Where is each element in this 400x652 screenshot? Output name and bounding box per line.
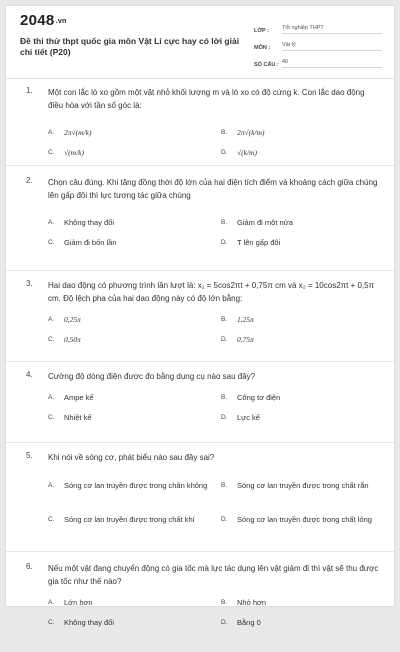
option-a[interactable] [48,212,221,232]
option-label: D. [221,515,228,523]
options [48,122,380,162]
option-label: B. [221,481,228,489]
option-label: C. [48,148,55,156]
option-value: T lên gấp đôi [237,237,281,247]
option-label: D. [221,238,228,246]
meta-value: Vật lý [282,42,382,51]
question-text: Khi nói về sóng cơ, phát biểu nào sau đây sai? [48,453,215,462]
option-label: B. [221,393,228,401]
option-b[interactable] [221,592,380,612]
option-a[interactable] [48,122,221,142]
option-value: 2π√(k/m) [237,127,265,137]
options [48,309,380,349]
option-value: Không thay đổi [64,617,115,627]
option-value: Không thay đổi [64,217,115,227]
option-c[interactable] [48,612,221,632]
question-number: 4. [26,370,33,379]
question-text: Chọn câu đúng. Khi tăng đồng thời độ lớn của hai điện tích điểm và khoảng cách giữa chúng lên gấp đôi thì lực tương tác giữa chúng [48,178,378,200]
meta-row-count [254,52,382,68]
option-d[interactable] [221,232,380,252]
option-value: Nhỏ hơn [237,597,267,607]
option-b[interactable] [221,387,380,407]
question-list [6,86,394,652]
logo-suffix: .vn [55,17,67,25]
option-value: Giảm đi một nửa [237,217,293,227]
options [48,592,380,632]
option-b[interactable] [221,122,380,142]
option-c[interactable] [48,142,221,162]
option-label: A. [48,598,55,606]
option-b[interactable] [221,468,387,502]
option-label: C. [48,618,55,626]
question-4 [6,362,394,443]
option-value: Nhiệt kế [64,412,92,422]
meta-key: MÔN : [254,45,271,51]
option-value: 0,50π [64,334,81,344]
question-number: 5. [26,451,33,460]
option-a[interactable] [48,468,221,502]
option-label: C. [48,515,55,523]
meta-value: 40 [282,59,382,68]
site-logo[interactable] [20,12,67,29]
option-label: A. [48,315,55,323]
question-3 [6,271,394,362]
option-a[interactable] [48,592,221,612]
question-text: Nếu một vật đang chuyển động có gia tốc mà lực tác dụng lên vật giảm đi thì vật sẽ thu được gia tốc như thế nào? [48,564,379,586]
option-value: √(m/k) [64,147,84,157]
option-label: A. [48,218,55,226]
option-label: C. [48,413,55,421]
option-label: B. [221,315,228,323]
question-text: Một con lắc lò xo gồm một vật nhỏ khối lượng m và lò xo có độ cứng k. Con lắc dao động điều hòa với tần số góc là: [48,88,365,110]
exam-meta [254,18,382,69]
option-c[interactable] [48,502,221,536]
meta-key: LỚP : [254,28,269,34]
option-label: D. [221,148,228,156]
option-value: Công tơ điện [237,392,281,402]
exam-title: Đề thi thử thpt quốc gia môn Vật Lí cực hay có lời giải chi tiết (P20) [20,36,240,57]
option-value: Bằng 0 [237,617,261,627]
option-b[interactable] [221,309,380,329]
options [48,212,380,252]
options [48,387,380,427]
option-b[interactable] [221,212,380,232]
option-value: 0,25π [64,314,81,324]
option-value: 0,75π [237,334,254,344]
question-number: 3. [26,279,33,288]
option-label: C. [48,238,55,246]
option-value: Sóng cơ lan truyền được trong chân không [64,480,208,490]
question-2 [6,166,394,271]
question-5 [6,443,394,552]
option-d[interactable] [221,329,380,349]
question-number: 2. [26,176,33,185]
option-value: √(k/m) [237,147,257,157]
option-value: Giảm đi bốn lần [64,237,117,247]
option-label: A. [48,481,55,489]
option-c[interactable] [48,329,221,349]
question-text: Cường độ dòng điện được đo bằng dụng cụ nào sau đây? [48,372,256,381]
option-value: Sóng cơ lan truyền được trong chất khí [64,514,195,524]
question-6 [6,552,394,652]
meta-row-class [254,18,382,34]
option-label: B. [221,598,228,606]
option-d[interactable] [221,612,380,632]
options [48,468,380,536]
option-label: B. [221,218,228,226]
option-d[interactable] [221,142,380,162]
option-value: Sóng cơ lan truyền được trong chất lỏng [237,514,372,524]
option-a[interactable] [48,387,221,407]
option-label: D. [221,618,228,626]
option-value: 1,25π [237,314,254,324]
option-value: Lớn hơn [64,597,93,607]
option-label: A. [48,128,55,136]
question-number: 6. [26,562,33,571]
option-label: B. [221,128,228,136]
option-value: Sóng cơ lan truyền được trong chất rắn [237,480,369,490]
option-d[interactable] [221,502,387,536]
question-number: 1. [26,86,33,95]
option-label: C. [48,335,55,343]
option-label: D. [221,335,228,343]
option-label: A. [48,393,55,401]
option-c[interactable] [48,232,221,252]
option-label: D. [221,413,228,421]
option-c[interactable] [48,407,221,427]
option-value: Ampe kế [64,392,94,402]
meta-row-subject [254,35,382,51]
option-value: Lực kế [237,412,260,422]
option-value: 2π√(m/k) [64,127,92,137]
question-1 [6,86,394,166]
meta-value: Tốt nghiệp THPT [282,25,382,34]
meta-key: SỐ CÂU : [254,62,279,68]
option-a[interactable] [48,309,221,329]
exam-sheet [6,6,394,627]
question-text: Hai dao động có phương trình lần lượt là: x₁ = 5cos2πt + 0,75π cm và x₂ = 10cos2πt + 0,5π cm. Độ lệch pha của hai dao động này có độ lớn bằng: [48,281,375,303]
logo-text: 2048 [20,12,55,29]
option-d[interactable] [221,407,380,427]
exam-header [6,6,394,79]
